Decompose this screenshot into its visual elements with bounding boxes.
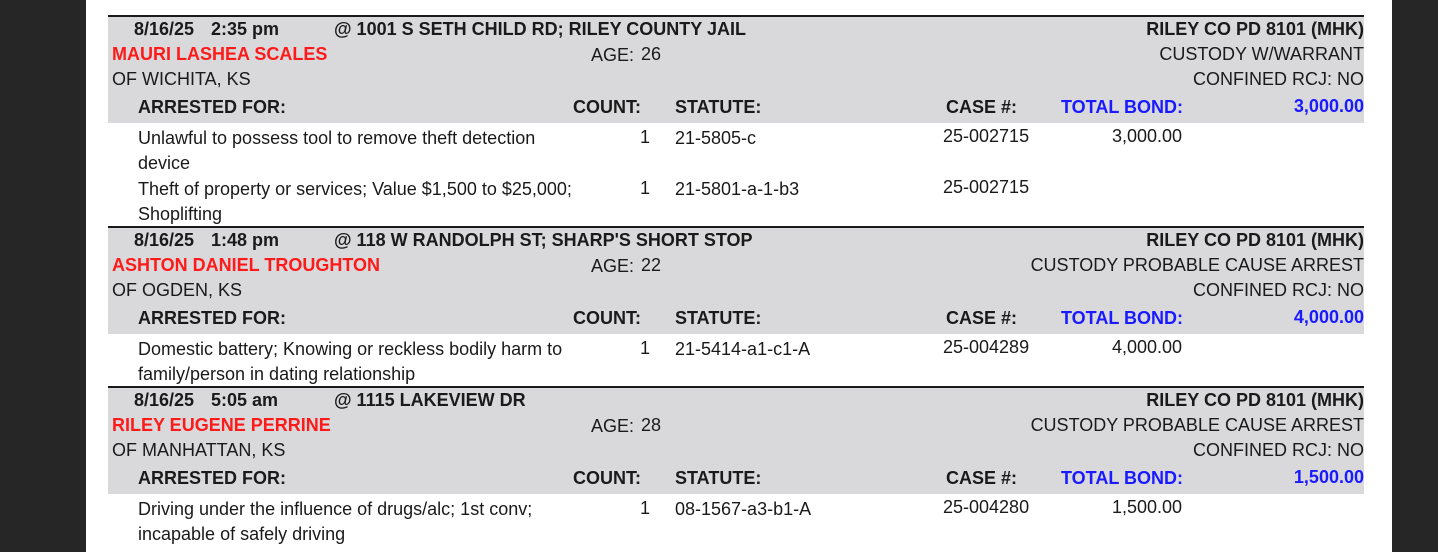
charge-bond: 4,000.00 [1112, 337, 1183, 357]
arrest-location: @ 118 W RANDOLPH ST; SHARP'S SHORT STOP [334, 230, 753, 250]
arrestee-name: MAURI LASHEA SCALES [112, 44, 328, 64]
arrest-time: 1:48 pm [211, 230, 280, 250]
confined-status: CONFINED RCJ: NO [1193, 69, 1364, 89]
case-header: CASE #: [946, 97, 1018, 117]
total-bond-value: 4,000.00 [1293, 307, 1364, 327]
arrestee-name: ASHTON DANIEL TROUGHTON [112, 255, 381, 275]
charge-statute: 21-5414-a1-c1-A [675, 339, 811, 359]
statute-header: STATUTE: [675, 468, 762, 488]
agency: RILEY CO PD 8101 (MHK) [1146, 230, 1364, 250]
total-bond-label: TOTAL BOND: [1061, 468, 1183, 488]
age-value: 22 [641, 255, 662, 275]
statute-header: STATUTE: [675, 308, 762, 328]
residence: OF WICHITA, KS [112, 69, 251, 89]
confined-status: CONFINED RCJ: NO [1193, 280, 1364, 300]
age-value: 28 [641, 415, 662, 435]
charge-description: Theft of property or services; Value $1,500 to $25,000; Shoplifting [138, 179, 572, 224]
arrest-location: @ 1115 LAKEVIEW DR [334, 390, 526, 410]
arrest-date: 8/16/25 [134, 19, 195, 39]
total-bond-value: 3,000.00 [1293, 96, 1364, 116]
confined-status: CONFINED RCJ: NO [1193, 440, 1364, 460]
age-label: AGE: [591, 256, 635, 276]
arrest-time: 5:05 am [211, 390, 279, 410]
count-header: COUNT: [573, 468, 641, 488]
charge-description: Domestic battery; Knowing or reckless bodily harm to family/person in dating relationship [138, 339, 563, 384]
custody-type: CUSTODY PROBABLE CAUSE ARREST [1030, 255, 1364, 275]
total-bond-label: TOTAL BOND: [1061, 97, 1183, 117]
arrested-for-header: ARRESTED FOR: [138, 468, 286, 488]
charge-count: 1 [640, 178, 651, 198]
charge-count: 1 [640, 338, 651, 358]
charge-case: 25-002715 [943, 126, 1030, 146]
total-bond-label: TOTAL BOND: [1061, 308, 1183, 328]
residence: OF OGDEN, KS [112, 280, 243, 300]
arrest-date: 8/16/25 [134, 230, 195, 250]
arrest-date: 8/16/25 [134, 390, 195, 410]
age-label: AGE: [591, 45, 635, 65]
charge-case: 25-004289 [943, 337, 1030, 357]
arrested-for-header: ARRESTED FOR: [138, 97, 286, 117]
arrest-time: 2:35 pm [211, 19, 280, 39]
agency: RILEY CO PD 8101 (MHK) [1146, 390, 1364, 410]
charge-description: Driving under the influence of drugs/alc; 1st conv; incapable of safely driving [138, 499, 533, 544]
agency: RILEY CO PD 8101 (MHK) [1146, 19, 1364, 39]
count-header: COUNT: [573, 308, 641, 328]
charge-statute: 21-5801-a-1-b3 [675, 179, 800, 199]
case-header: CASE #: [946, 468, 1018, 488]
custody-type: CUSTODY W/WARRANT [1159, 44, 1364, 64]
charge-statute: 21-5805-c [675, 128, 757, 148]
count-header: COUNT: [573, 97, 641, 117]
arrest-report-page [86, 0, 1392, 552]
age-label: AGE: [591, 416, 635, 436]
age-value: 26 [641, 44, 662, 64]
charge-case: 25-004280 [943, 497, 1030, 517]
arrestee-name: RILEY EUGENE PERRINE [112, 415, 331, 435]
charge-count: 1 [640, 127, 651, 147]
custody-type: CUSTODY PROBABLE CAUSE ARREST [1030, 415, 1364, 435]
charge-bond: 1,500.00 [1112, 497, 1183, 517]
charge-statute: 08-1567-a3-b1-A [675, 499, 812, 519]
case-header: CASE #: [946, 308, 1018, 328]
arrest-location: @ 1001 S SETH CHILD RD; RILEY COUNTY JAIL [334, 19, 746, 39]
charge-count: 1 [640, 498, 651, 518]
charge-case: 25-002715 [943, 177, 1030, 197]
residence: OF MANHATTAN, KS [112, 440, 286, 460]
arrested-for-header: ARRESTED FOR: [138, 308, 286, 328]
total-bond-value: 1,500.00 [1293, 467, 1364, 487]
charge-description: Unlawful to possess tool to remove theft detection device [138, 128, 536, 173]
charge-bond: 3,000.00 [1112, 126, 1183, 146]
statute-header: STATUTE: [675, 97, 762, 117]
